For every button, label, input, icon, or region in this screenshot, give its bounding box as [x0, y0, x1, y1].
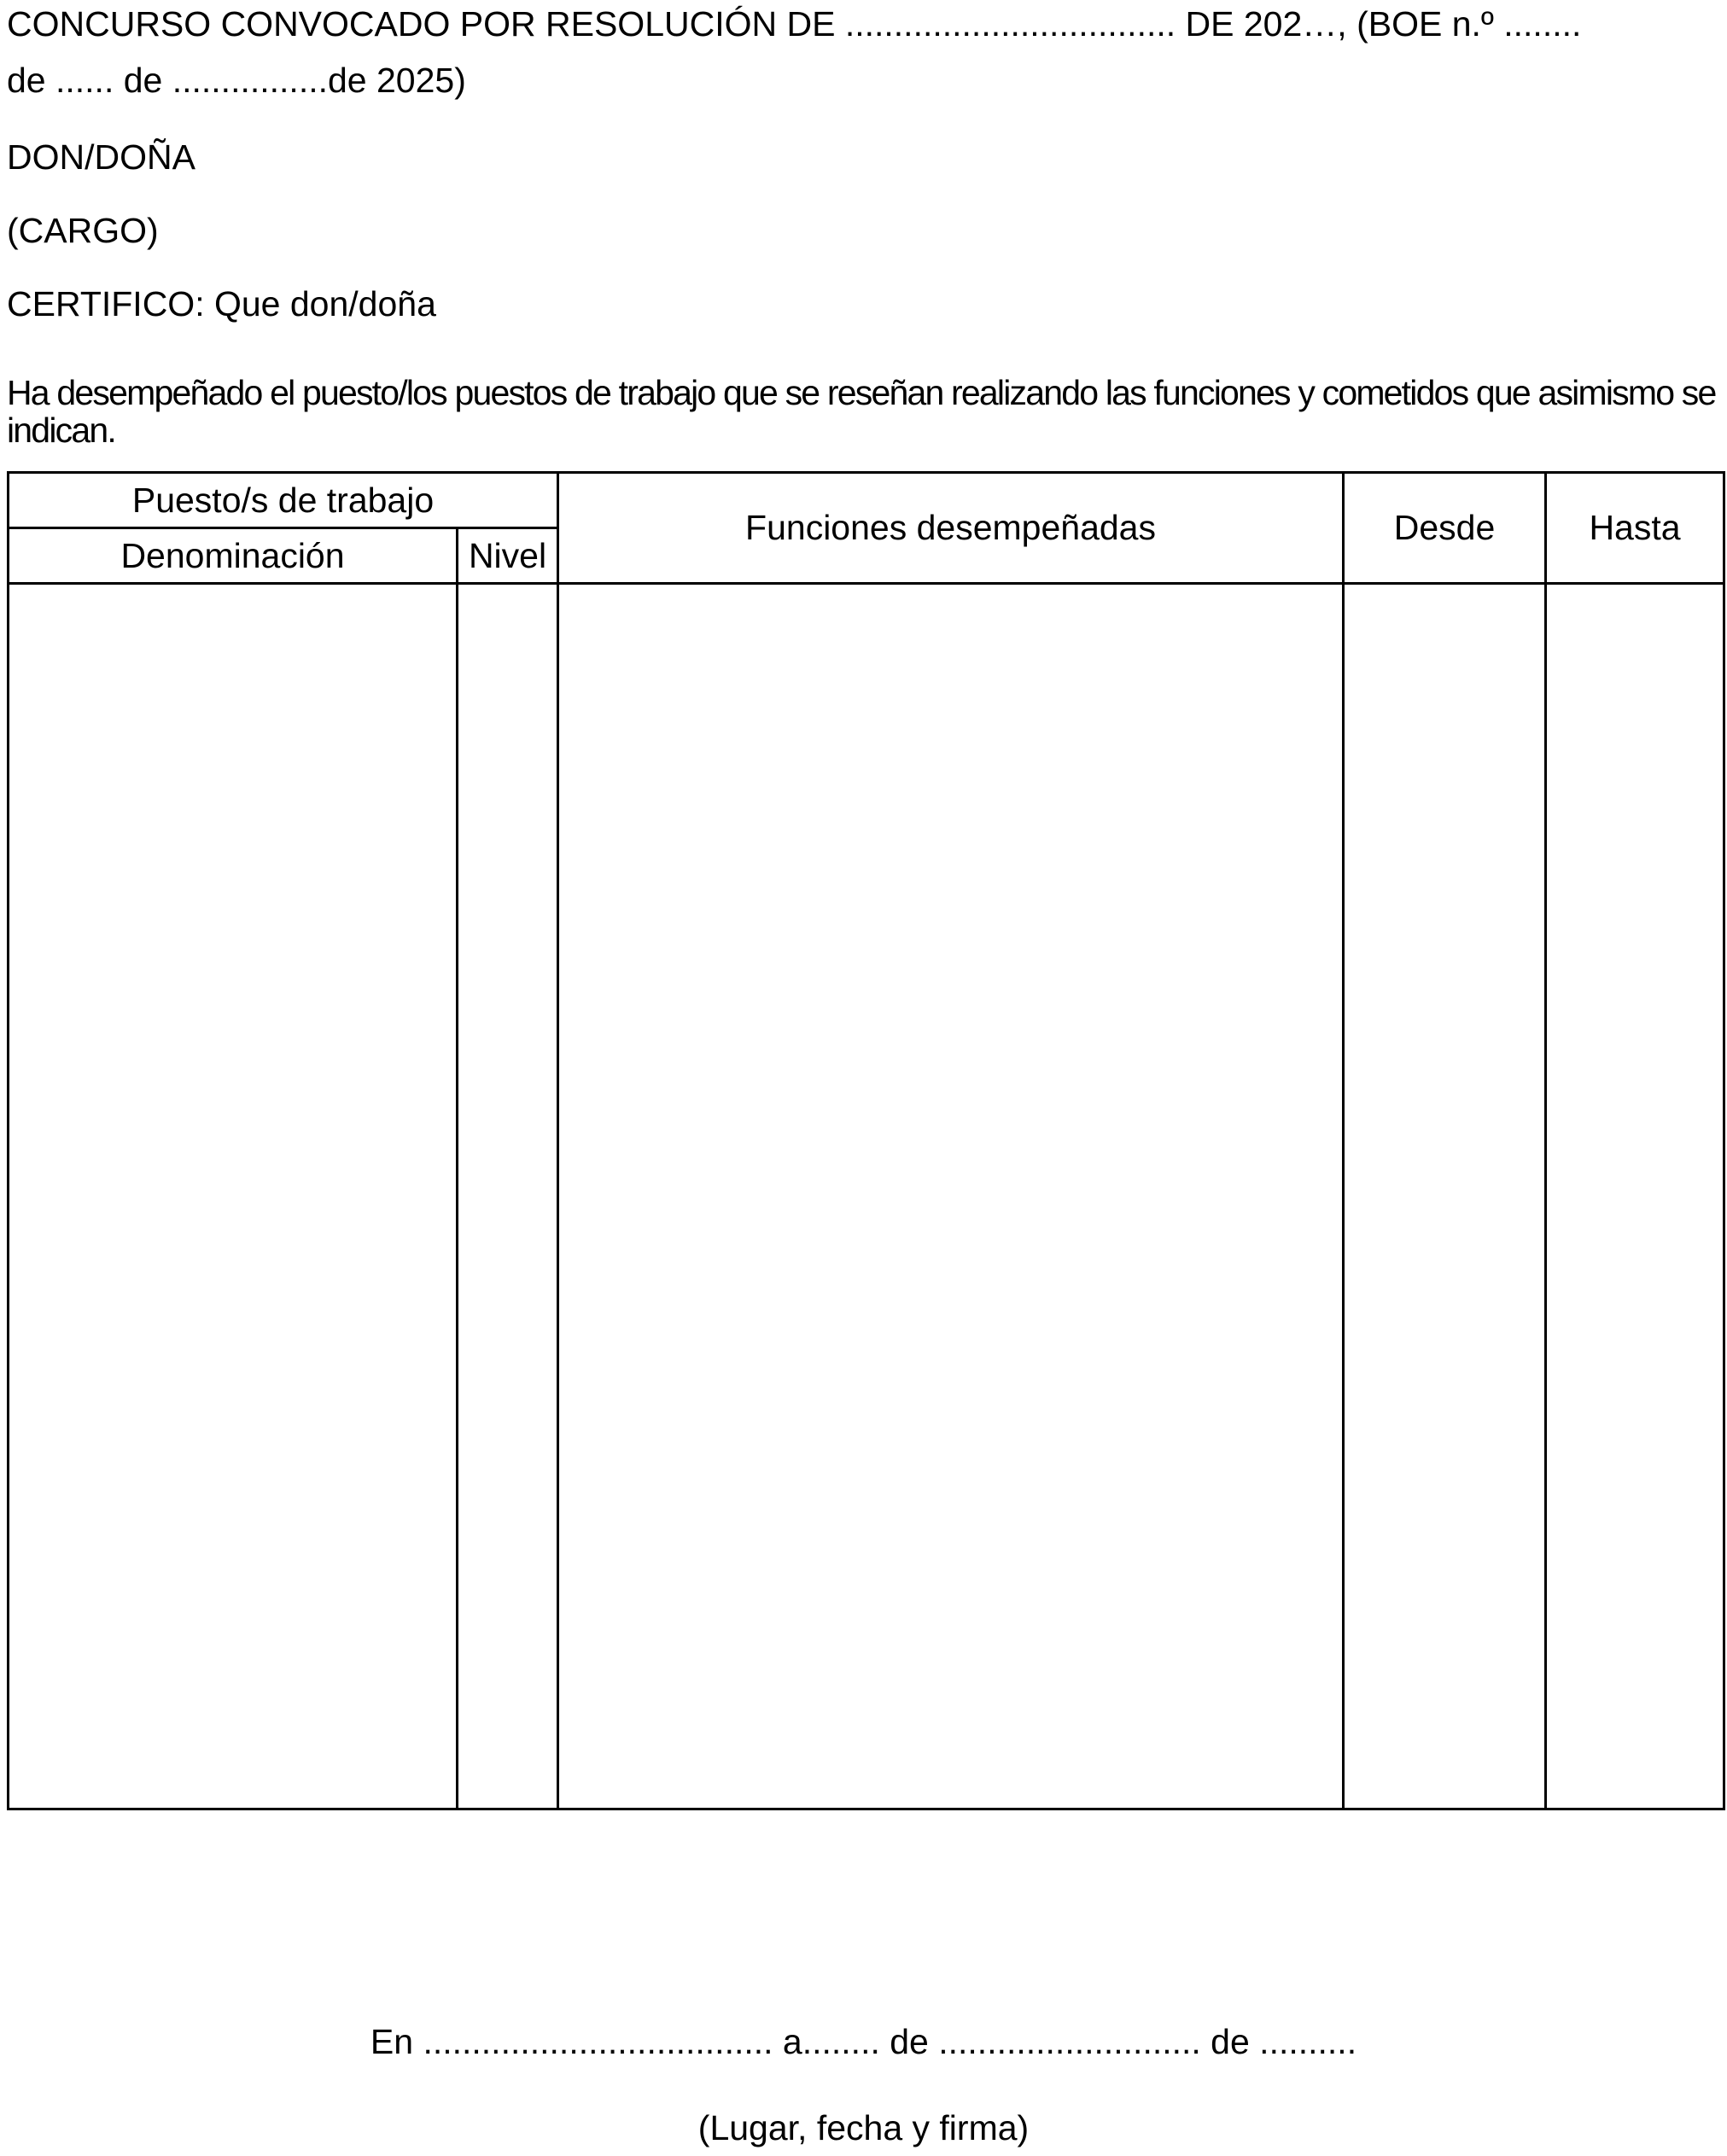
cargo-label: (CARGO)	[7, 211, 159, 250]
certifico-label: CERTIFICO: Que don/doña	[7, 284, 436, 323]
table-header-row-1	[9, 473, 1724, 528]
cell-desde[interactable]	[1344, 584, 1546, 1809]
table-row	[9, 584, 1724, 1809]
column-header-denominacion: Denominación	[9, 528, 458, 584]
intro-paragraph: Ha desempeñado el puesto/los puestos de trabajo que se reseñan realizando las funciones y cometidos que asimismo se indican.	[7, 373, 1716, 450]
column-header-hasta: Hasta	[1546, 473, 1724, 584]
cell-funciones[interactable]	[558, 584, 1344, 1809]
place-date-line: En .................................... a........ de ........................... de ..........	[370, 2022, 1357, 2061]
header-line-2: de ...... de ................de 2025)	[7, 61, 466, 100]
group-header-puestos: Puesto/s de trabajo	[9, 473, 558, 528]
header-line-1: CONCURSO CONVOCADO POR RESOLUCIÓN DE .................................. DE 202…, (BOE n.º ........	[7, 4, 1582, 44]
column-header-nivel: Nivel	[458, 528, 558, 584]
cell-hasta[interactable]	[1546, 584, 1724, 1809]
column-header-funciones: Funciones desempeñadas	[558, 473, 1344, 584]
column-header-desde: Desde	[1344, 473, 1546, 584]
cell-denominacion[interactable]	[9, 584, 458, 1809]
signature-caption: (Lugar, fecha y firma)	[697, 2108, 1030, 2147]
don-dona-label: DON/DOÑA	[7, 137, 195, 177]
cell-nivel[interactable]	[458, 584, 558, 1809]
positions-table	[7, 471, 1725, 1810]
